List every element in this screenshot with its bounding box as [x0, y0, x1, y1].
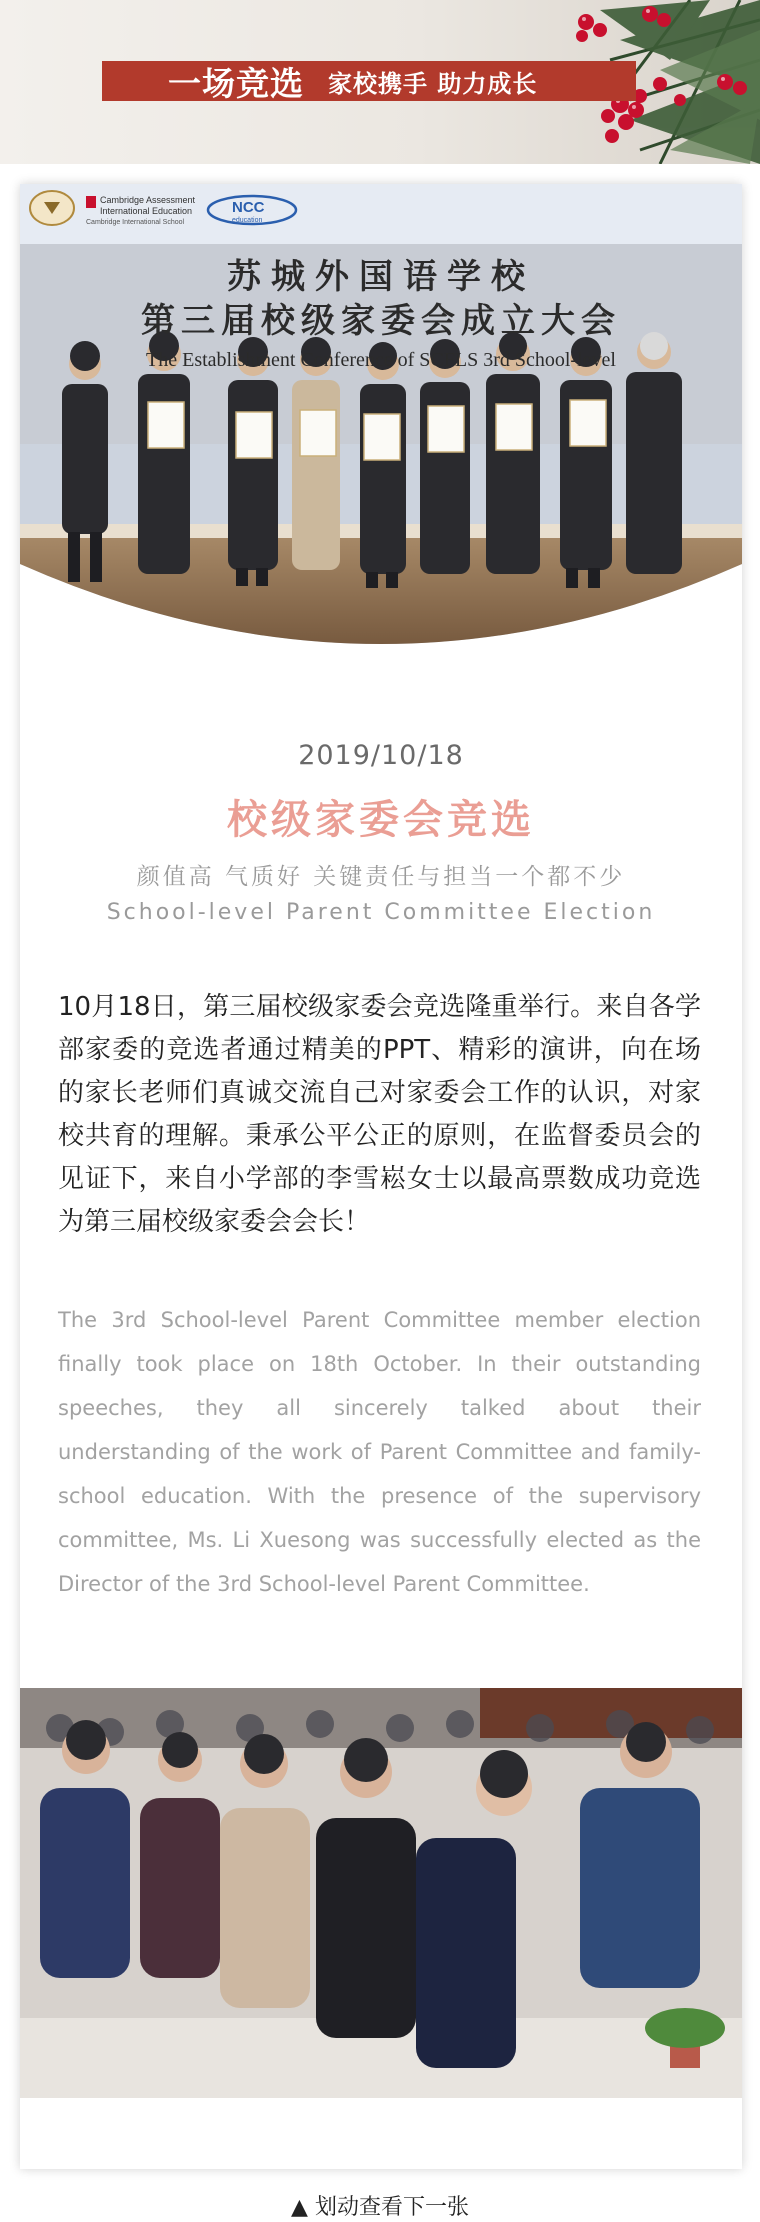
cambridge-logo-line2: International Education — [100, 206, 193, 216]
cambridge-logo-line3: Cambridge International School — [86, 219, 185, 226]
article-body-english: The 3rd School-level Parent Committee member election finally took place on 18th October. In their outstanding speeches, they all sincerely talked about their understanding of the work of Parent Committee and family-school education. With the presence of the supervisory committee, Ms. Li Xuesong was successfully elected as the Director of the 3rd School-level Parent Committee. — [58, 1308, 701, 1596]
title-bar — [102, 61, 636, 101]
article-date: 2019/10/18 — [298, 740, 464, 771]
banner-title: 一场竞选 — [168, 63, 304, 103]
ncc-logo-sub: education — [232, 217, 263, 224]
cambridge-logo-line1: Cambridge Assessment — [100, 195, 196, 205]
audience-photo — [20, 1688, 742, 2098]
header-banner — [0, 0, 760, 164]
article-body-chinese: 10月18日，第三届校级家委会竞选隆重举行。来自各学部家委的竞选者通过精美的PPT、精彩的演讲，向在场的家长老师们真诚交流自己对家委会工作的认识，对家校共育的理解。秉承公平公正的原则，在监督委员会的见证下，来自小学部的李雪崧女士以最高票数成功竞选为第三届校级家委会会长！ — [58, 992, 701, 1237]
swipe-next-hint[interactable]: ▲ 划动查看下一张 — [291, 2195, 469, 2220]
cambridge-shield-icon — [86, 196, 96, 208]
ncc-logo: NCC — [232, 199, 265, 216]
article-headline: 校级家委会竞选 — [227, 797, 535, 843]
tagline-english: School-level Parent Committee Election — [106, 900, 656, 925]
tagline-chinese: 颜值高 气质好 关键责任与担当一个都不少 — [136, 864, 626, 890]
stage-group-photo — [20, 184, 742, 664]
banner-subtitle: 家校携手 助力成长 — [328, 69, 538, 98]
screen-title-line1: 苏城外国语学校 — [227, 257, 535, 297]
screen-title-line2: 第三届校级家委会成立大会 — [141, 301, 621, 341]
screen-title-line3: The Establishment Conference of SCFLS 3rd School-level — [146, 349, 616, 371]
article-card — [20, 184, 742, 2169]
